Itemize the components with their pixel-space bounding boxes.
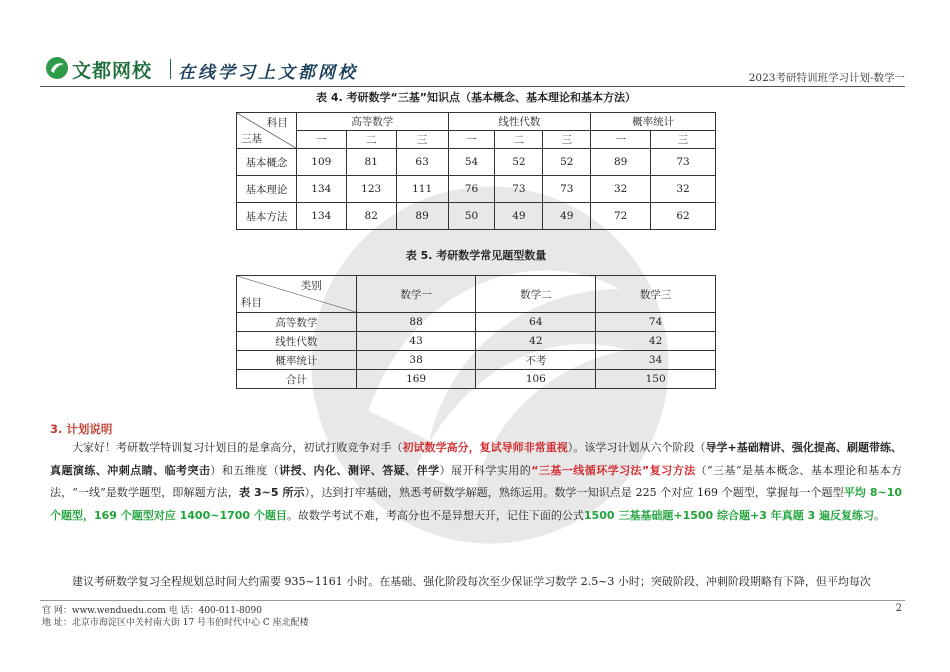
highlight-green: 1500 三基基础题+1500 综合题+3 年真题 3 遍反复练习 <box>583 508 875 522</box>
table-row <box>237 149 716 176</box>
table-cell: 49 <box>495 203 543 230</box>
corner-top-label: 类别 <box>300 280 322 292</box>
row-label: 概率统计 <box>237 351 357 370</box>
table-cell: 54 <box>448 149 495 176</box>
column-header: 数学三 <box>596 276 716 313</box>
table-cell: 49 <box>543 203 591 230</box>
table-cell: 111 <box>396 176 448 203</box>
row-label: 基本理论 <box>237 176 297 203</box>
text-run: ）和五维度（ <box>210 463 280 477</box>
table-row <box>237 203 716 230</box>
subcol-header: 二 <box>346 131 396 149</box>
table-cell: 134 <box>296 176 346 203</box>
table-cell: 73 <box>543 176 591 203</box>
table-cell: 73 <box>495 176 543 203</box>
table5-corner-cell <box>237 276 357 313</box>
table5 <box>236 275 716 389</box>
subcol-header: 一 <box>448 131 495 149</box>
footer-address: 地 址：北京市海淀区中关村南大街 17 号韦伯时代中心 C 座北配楼 <box>42 618 309 628</box>
table-cell: 32 <box>651 176 716 203</box>
subject-header: 线性代数 <box>448 113 591 131</box>
subcol-header: 三 <box>396 131 448 149</box>
table-cell: 89 <box>591 149 651 176</box>
text-run: ）展开科学实用的 <box>439 463 532 477</box>
table-cell: 106 <box>476 370 596 389</box>
table-cell: 72 <box>591 203 651 230</box>
table-cell: 32 <box>591 176 651 203</box>
doc-title: 2023考研特训班学习计划-数学一 <box>748 72 905 84</box>
table5-caption: 表 5. 考研数学常见题型数量 <box>405 249 547 262</box>
text-run: 大家好！考研数学特训复习计划目的是拿高分，初试打败竞争对手（ <box>72 441 403 454</box>
subcol-header: 一 <box>591 131 651 149</box>
footer-divider <box>40 600 905 601</box>
subcol-header: 一 <box>296 131 346 149</box>
table-cell: 76 <box>448 176 495 203</box>
column-header: 数学二 <box>476 276 596 313</box>
table4 <box>236 112 716 230</box>
row-label: 线性代数 <box>237 332 357 351</box>
table-cell: 52 <box>543 149 591 176</box>
table-cell: 43 <box>356 332 476 351</box>
table-row <box>237 176 716 203</box>
table-cell: 34 <box>596 351 716 370</box>
text-run: 。 <box>874 508 886 522</box>
table-row <box>237 332 716 351</box>
logo-slogan: 在线学习上文都网校 <box>178 63 358 83</box>
table-row <box>237 351 716 370</box>
logo-divider <box>170 59 171 79</box>
table-cell: 42 <box>476 332 596 351</box>
corner-bottom-label: 科目 <box>241 297 262 309</box>
text-run: （“三基”是基本概念、基本理论和基本方法，“一线”是数学题型，即解题方法， <box>50 463 903 499</box>
table-cell: 63 <box>396 149 448 176</box>
table-cell: 134 <box>296 203 346 230</box>
subcol-header: 三 <box>651 131 716 149</box>
subject-header: 概率统计 <box>591 113 716 131</box>
bold-stages: 导学+基础精讲、强化提高、刷题带练、真题演练、冲刺点睛、临考突击 <box>50 441 903 477</box>
table-cell: 89 <box>396 203 448 230</box>
plan-paragraph <box>50 437 902 527</box>
highlight-red: “三基一线循环学习法”复习方法 <box>531 463 696 477</box>
subcol-header: 三 <box>543 131 591 149</box>
subject-header: 高等数学 <box>296 113 448 131</box>
table-cell: 169 <box>356 370 476 389</box>
corner-bottom-label: 三基 <box>241 133 262 145</box>
table-cell: 42 <box>596 332 716 351</box>
row-label: 基本概念 <box>237 149 297 176</box>
table-cell: 73 <box>651 149 716 176</box>
table-cell: 38 <box>356 351 476 370</box>
table-cell: 不考 <box>476 351 596 370</box>
table-row <box>237 313 716 332</box>
table-cell: 81 <box>346 149 396 176</box>
table4-caption: 表 4. 考研数学“三基”知识点（基本概念、基本理论和基本方法） <box>316 91 636 104</box>
section-title: 3. 计划说明 <box>50 422 113 436</box>
logo-leaf-icon <box>45 56 69 80</box>
table-cell: 74 <box>596 313 716 332</box>
table-cell: 64 <box>476 313 596 332</box>
text-run: ）。该学习计划从六个阶段（ <box>567 441 706 454</box>
page-header <box>40 50 905 86</box>
table-row <box>237 370 716 389</box>
table-cell: 123 <box>346 176 396 203</box>
page-number: 2 <box>895 603 902 614</box>
highlight-red: 初试数学高分，复试导师非常重视 <box>402 441 568 454</box>
text-run: 。故数学考试不难，考高分也不是异想天开，记住下面的公式 <box>286 508 584 522</box>
table-cell: 88 <box>356 313 476 332</box>
row-label: 基本方法 <box>237 203 297 230</box>
table-cell: 150 <box>596 370 716 389</box>
table-cell: 62 <box>651 203 716 230</box>
table-cell: 50 <box>448 203 495 230</box>
table4-corner-cell <box>237 113 297 149</box>
subcol-header: 二 <box>495 131 543 149</box>
header-divider <box>40 86 905 87</box>
logo-text: 文都网校 <box>72 60 153 82</box>
table-cell: 82 <box>346 203 396 230</box>
bold-table-ref: 表 3~5 所示 <box>238 486 305 499</box>
table-cell: 52 <box>495 149 543 176</box>
row-label: 合计 <box>237 370 357 389</box>
corner-top-label: 科目 <box>266 117 288 129</box>
row-label: 高等数学 <box>237 313 357 332</box>
footer-contact: 官 网：www.wenduedu.com 电 话：400-011-8090 <box>42 606 262 616</box>
highlight-green: 平均 8~10 个题型，169 个题型对应 1400~1700 个题目 <box>50 486 902 522</box>
schedule-paragraph: 建议考研数学复习全程规划总时间大约需要 935~1161 小时。在基础、强化阶段每次至少保证学习数学 2.5~3 小时；突破阶段、冲刺阶段期略有下降，但平均每次 <box>72 575 871 588</box>
bold-dimensions: 讲授、内化、测评、答疑、伴学 <box>279 463 440 477</box>
table-cell: 109 <box>296 149 346 176</box>
column-header: 数学一 <box>356 276 476 313</box>
text-run: ），达到打牢基础，熟悉考研数学解题，熟练运用。数学一知识点是 225 个对应 169 个题型，掌握每一个题型 <box>304 486 844 499</box>
